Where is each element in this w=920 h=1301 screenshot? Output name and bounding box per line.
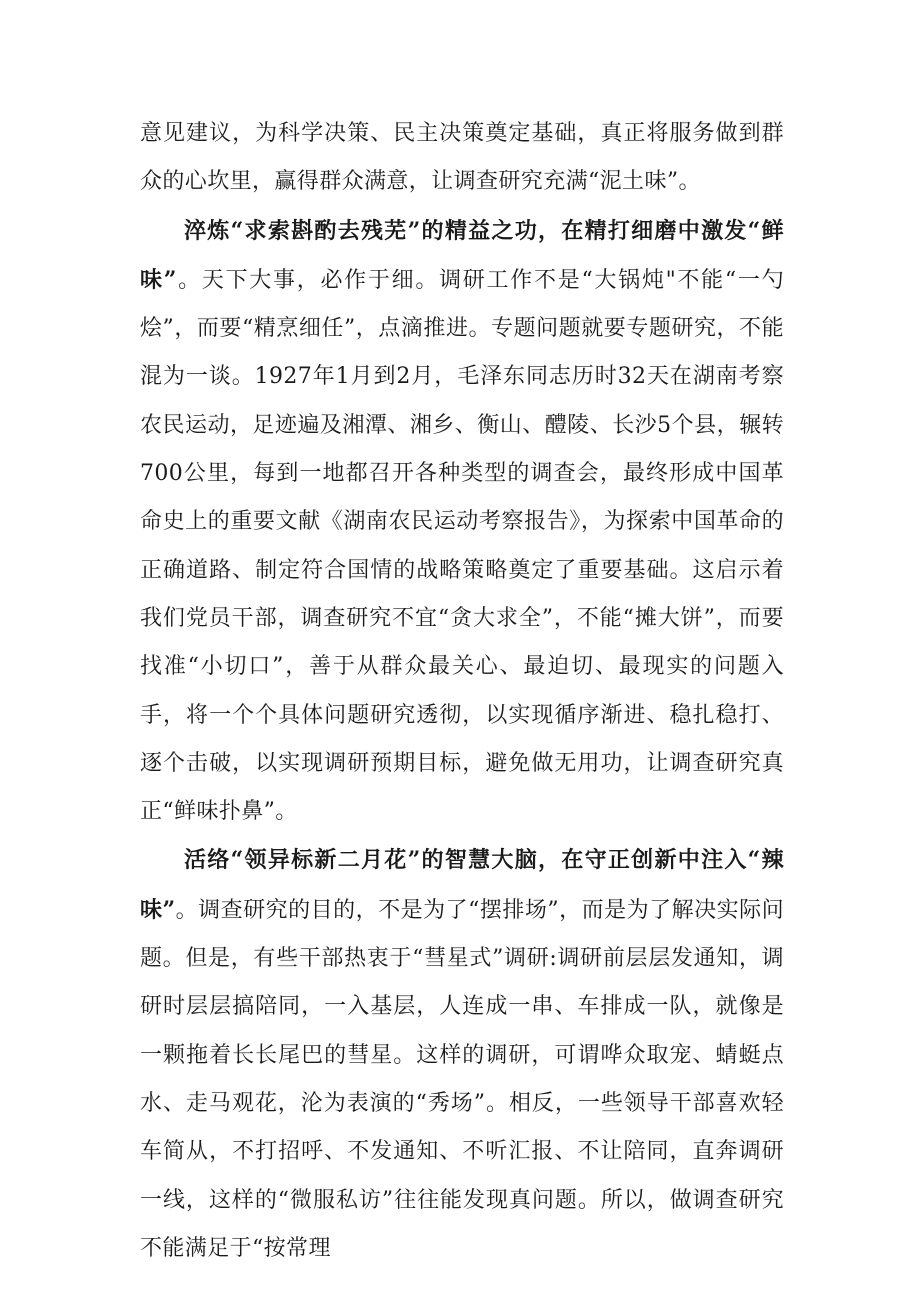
paragraph-1-text: 意见建议，为科学决策、民主决策奠定基础，真正将服务做到群众的心坎里，赢得群众满意，让调查研究充满“泥土味”。 xyxy=(140,121,784,195)
paragraph-3-heading: 活络“领异标新二月花”的智慧大脑，在守正创新中注入“辣味” xyxy=(140,847,784,923)
paragraph-spicy-flavor xyxy=(140,836,784,1273)
paragraph-2-text: 。天下大事，必作于细。调研工作不是“大锅炖"不能“一勺烩”，而要“精烹细任”，点滴推进。专题问题就要专题研究，不能混为一谈。1927年1月到2月，毛泽东同志历时32天在湖南考察农民运动，足迹遍及湘潭、湘乡、衡山、醴陵、长沙5个县，辗转700公里，每到一地都召开各种类型的调查会，最终形成中国革命史上的重要文献《湖南农民运动考察报告》，为探索中国革命的正确道路、制定符合国情的战略策略奠定了重要基础。这启示着我们党员干部，调查研究不宜“贪大求全”，不能“摊大饼”，而要找准“小切口”，善于从群众最关心、最迫切、最现实的问题入手，将一个个具体问题研究透彻，以实现循序渐进、稳扎稳打、逐个击破，以实现调研预期目标，避免做无用功，让调查研究真正“鲜味扑鼻”。 xyxy=(140,267,784,825)
paragraph-2-heading: 淬炼“求索斟酌去残芜”的精益之功，在精打细磨中激发“鲜味” xyxy=(140,217,784,293)
paragraph-continuation xyxy=(140,110,784,207)
paragraph-fresh-flavor xyxy=(140,207,784,837)
document-body xyxy=(140,110,784,1273)
paragraph-3-text: 。调查研究的目的，不是为了“摆排场”，而是为了解决实际问题。但是，有些干部热衷于“彗星式”调研:调研前层层发通知，调研时层层搞陪同，一入基层，人连成一串、车排成一队，就像是一颗拖着长长尾巴的彗星。这样的调研，可谓哗众取宠、蜻蜓点水、走马观花，沦为表演的“秀场”。相反，一些领导干部喜欢轻车简从，不打招呼、不发通知、不听汇报、不让陪同，直奔调研一线，这样的“微服私访”往往能发现真问题。所以，做调查研究不能满足于“按常理 xyxy=(140,897,784,1261)
